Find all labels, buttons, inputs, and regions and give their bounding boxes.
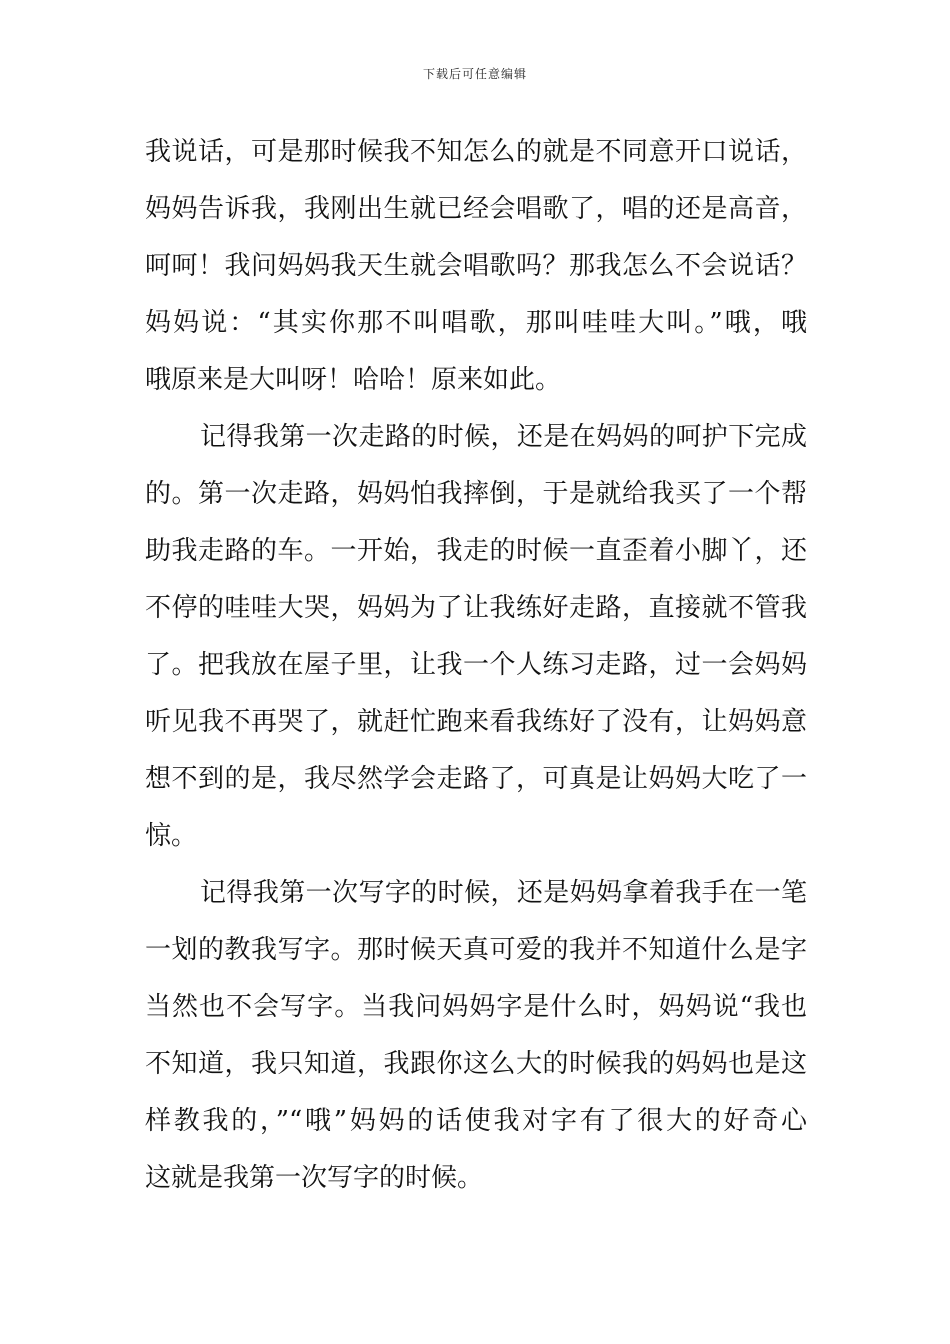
page-header: 下载后可任意编辑	[422, 67, 527, 81]
text-line: 样教我的，”“哦”妈妈的话使我对字有了很大的好奇心	[145, 1106, 807, 1136]
text-line: 听见我不再哭了，就赶忙跑来看我练好了没有，让妈妈意	[145, 707, 807, 737]
text-line: 助我走路的车。一开始，我走的时候一直歪着小脚丫，还	[145, 536, 807, 566]
text-line: 不停的哇哇大哭，妈妈为了让我练好走路，直接就不管我	[145, 593, 807, 623]
text-line: 一划的教我写字。那时候天真可爱的我并不知道什么是字	[145, 935, 807, 965]
text-line: 惊。	[145, 821, 198, 851]
paragraph-3	[145, 865, 807, 1207]
text-line: 我说话，可是那时候我不知怎么的就是不同意开口说话，	[145, 137, 807, 167]
text-line: 妈妈告诉我，我刚出生就已经会唱歌了，唱的还是高音，	[145, 194, 807, 224]
text-line: 的。第一次走路，妈妈怕我摔倒，于是就给我买了一个帮	[145, 479, 807, 509]
text-line: 妈妈说：“其实你那不叫唱歌，那叫哇哇大叫。”哦，哦	[145, 308, 807, 338]
text-line: 当然也不会写字。当我问妈妈字是什么时，妈妈说“我也	[145, 992, 807, 1022]
paragraph-2	[145, 409, 807, 865]
text-line: 记得我第一次写字的时候，还是妈妈拿着我手在一笔	[200, 878, 807, 908]
text-line: 想不到的是，我尽然学会走路了，可真是让妈妈大吃了一	[145, 764, 807, 794]
text-line: 不知道，我只知道，我跟你这么大的时候我的妈妈也是这	[145, 1049, 807, 1079]
paragraph-1	[145, 124, 807, 409]
text-line: 记得我第一次走路的时候，还是在妈妈的呵护下完成	[200, 422, 807, 452]
text-line: 哦原来是大叫呀！哈哈！原来如此。	[145, 365, 562, 395]
document-body	[145, 124, 807, 1207]
text-line: 了。把我放在屋子里，让我一个人练习走路，过一会妈妈	[145, 650, 807, 680]
text-line: 这就是我第一次写字的时候。	[145, 1163, 484, 1193]
text-line: 呵呵！我问妈妈我天生就会唱歌吗？那我怎么不会说话？	[145, 251, 807, 281]
